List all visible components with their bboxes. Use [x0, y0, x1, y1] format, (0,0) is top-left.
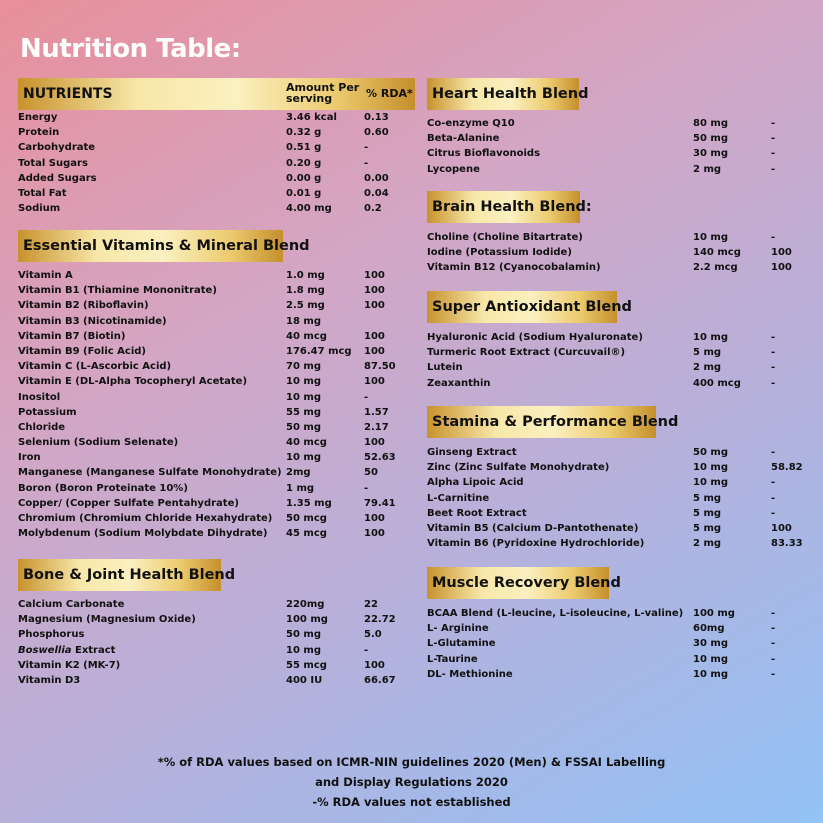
table-row — [427, 116, 817, 131]
amount-value: 10 mg — [286, 452, 321, 464]
amount-value: 18 mg — [286, 315, 321, 327]
amount-value: 400 mcg — [693, 377, 741, 389]
table-row — [427, 536, 817, 551]
table-row — [18, 171, 418, 186]
nutrients-header: NUTRIENTS — [23, 86, 113, 102]
rda-value: - — [771, 492, 776, 504]
table-row — [427, 162, 817, 177]
heart-table — [427, 116, 817, 177]
muscle-heading: Muscle Recovery Blend — [432, 575, 621, 591]
amount-value: 5 mg — [693, 347, 722, 359]
rda-value: - — [771, 653, 776, 665]
table-row — [18, 390, 418, 405]
amount-value: 40 mcg — [286, 330, 327, 342]
table-row — [427, 245, 817, 260]
nutrient-name: Vitamin B2 (Riboflavin) — [18, 300, 149, 312]
nutrient-name: Inositol — [18, 391, 61, 403]
heart-heading: Heart Health Blend — [432, 86, 589, 102]
amount-value: 50 mg — [286, 629, 321, 641]
table-row — [18, 298, 418, 313]
table-row — [18, 405, 418, 420]
table-row — [18, 658, 418, 673]
nutrient-name: Vitamin B9 (Folic Acid) — [18, 345, 146, 357]
amount-value: 10 mg — [693, 668, 728, 680]
table-row — [427, 652, 817, 667]
table-row — [427, 345, 817, 360]
amount-value: 10 mg — [286, 376, 321, 388]
nutrient-name: Boron (Boron Proteinate 10%) — [18, 482, 188, 494]
amount-value: 176.47 mcg — [286, 345, 352, 357]
amount-value: 45 mcg — [286, 528, 327, 540]
table-row — [427, 260, 817, 275]
nutrient-name: Carbohydrate — [18, 142, 96, 154]
amount-value: 10 mg — [693, 477, 728, 489]
amount-value: 0.20 g — [286, 157, 322, 169]
table-row — [18, 125, 418, 140]
rda-value: - — [364, 482, 369, 494]
rda-value: - — [771, 507, 776, 519]
nutrient-name: Co-enzyme Q10 — [427, 118, 515, 129]
nutrients-table — [18, 110, 418, 216]
nutrient-name: Choline (Choline Bitartrate) — [427, 232, 583, 243]
nutrient-name: L- Arginine — [427, 623, 489, 635]
amount-value: 2 mg — [693, 538, 722, 550]
amount-value: 1.8 mg — [286, 285, 325, 297]
nutrient-name: Sodium — [18, 203, 61, 215]
table-row — [18, 481, 418, 496]
nutrient-name: Lycopene — [427, 163, 480, 175]
table-row — [18, 612, 418, 627]
bone-table — [18, 597, 418, 688]
rda-value: 0.13 — [364, 112, 389, 123]
table-row — [427, 636, 817, 651]
rda-value: 0.2 — [364, 203, 382, 215]
table-row — [427, 445, 817, 460]
rda-value: - — [771, 477, 776, 489]
nutrient-name: Energy — [18, 112, 58, 123]
amount-value: 2 mg — [693, 362, 722, 374]
nutrient-name: Vitamin E (DL-Alpha Tocopheryl Acetate) — [18, 376, 248, 388]
nutrient-name: Vitamin B12 (Cyanocobalamin) — [427, 262, 601, 274]
rda-value: 100 — [364, 528, 385, 540]
rda-value: 100 — [364, 285, 385, 297]
brain-heading-banner — [427, 191, 592, 223]
amount-value: 10 mg — [693, 332, 728, 343]
amount-value: 50 mcg — [286, 513, 327, 524]
bone-heading-banner — [18, 559, 236, 591]
table-row — [427, 360, 817, 375]
antioxidant-table — [427, 330, 817, 391]
amount-value: 0.32 g — [286, 127, 322, 139]
antioxidant-heading-banner — [427, 291, 632, 323]
rda-value: 5.0 — [364, 629, 382, 641]
rda-value: 100 — [364, 659, 385, 671]
rda-value: - — [771, 623, 776, 635]
table-row — [18, 450, 418, 465]
amount-value: 0.51 g — [286, 142, 322, 154]
footnote-line-1: *% of RDA values based on ICMR-NIN guidelines 2020 (Men) & FSSAI Labelling — [157, 755, 666, 769]
nutrient-name: Iron — [18, 452, 41, 464]
amount-value: 55 mg — [286, 406, 321, 418]
rda-value: 0.04 — [364, 187, 389, 199]
nutrient-name: Hyaluronic Acid (Sodium Hyaluronate) — [427, 332, 643, 343]
vitamins-table — [18, 268, 418, 541]
table-row — [18, 283, 418, 298]
table-row — [18, 496, 418, 511]
amount-value: 5 mg — [693, 522, 722, 534]
amount-value: 10 mg — [286, 644, 321, 656]
rda-value: 100 — [364, 270, 385, 281]
amount-value: 50 mg — [286, 421, 321, 433]
nutrient-name: Copper/ (Copper Sulfate Pentahydrate) — [18, 497, 239, 509]
nutrients-header-banner — [18, 78, 415, 110]
table-row — [427, 521, 817, 536]
table-row — [427, 506, 817, 521]
rda-value: 100 — [364, 513, 385, 524]
nutrient-name: Potassium — [18, 406, 77, 418]
table-row — [18, 597, 418, 612]
nutrient-name: Iodine (Potassium Iodide) — [427, 247, 572, 259]
brain-heading: Brain Health Blend: — [432, 199, 592, 215]
rda-value: 100 — [771, 247, 792, 259]
nutrient-name: Zeaxanthin — [427, 377, 491, 389]
table-row — [427, 376, 817, 391]
amount-value: 10 mg — [693, 232, 728, 243]
nutrient-name: Magnesium (Magnesium Oxide) — [18, 614, 196, 626]
amount-value: 40 mcg — [286, 437, 327, 449]
nutrient-name: Chromium (Chromium Chloride Hexahydrate) — [18, 513, 273, 524]
rda-value: 50 — [364, 467, 378, 479]
amount-value: 0.00 g — [286, 172, 322, 184]
vitamins-heading-banner — [18, 230, 310, 262]
rda-value: 100 — [364, 330, 385, 342]
table-row — [427, 621, 817, 636]
heart-heading-banner — [427, 78, 589, 110]
amount-value: 5 mg — [693, 507, 722, 519]
amount-value: 220mg — [286, 599, 325, 610]
nutrient-name: Citrus Bioflavonoids — [427, 148, 541, 160]
table-row — [18, 643, 418, 658]
nutrient-name: Vitamin B5 (Calcium D-Pantothenate) — [427, 522, 639, 534]
table-row — [18, 110, 418, 125]
nutrient-name — [18, 643, 115, 658]
vitamins-heading: Essential Vitamins & Mineral Blend — [23, 238, 310, 254]
amount-value: 1 mg — [286, 482, 315, 494]
footnotes — [0, 752, 823, 812]
amount-value: 80 mg — [693, 118, 728, 129]
rda-value: 100 — [364, 376, 385, 388]
rda-header: % RDA* — [366, 87, 413, 100]
table-row — [18, 420, 418, 435]
nutrient-name: Lutein — [427, 362, 463, 374]
page-title: Nutrition Table: — [20, 34, 241, 64]
amount-value: 10 mg — [693, 462, 728, 474]
rda-value: - — [771, 362, 776, 374]
rda-value: 100 — [364, 437, 385, 449]
nutrient-name: Beet Root Extract — [427, 507, 527, 519]
bone-heading: Bone & Joint Health Blend — [23, 567, 236, 583]
amount-value: 55 mcg — [286, 659, 327, 671]
table-row — [427, 146, 817, 161]
table-row — [18, 359, 418, 374]
table-row — [18, 435, 418, 450]
amount-value: 100 mg — [693, 608, 735, 619]
table-row — [18, 465, 418, 480]
rda-value: - — [364, 644, 369, 656]
table-row — [18, 186, 418, 201]
table-row — [427, 667, 817, 682]
table-row — [427, 460, 817, 475]
rda-value: - — [771, 232, 776, 243]
rda-value: 22.72 — [364, 614, 396, 626]
amount-value: 30 mg — [693, 638, 728, 650]
nutrient-name: Turmeric Root Extract (Curcuvail®) — [427, 347, 626, 359]
footnote-line-3: -% RDA values not established — [312, 795, 511, 809]
table-row — [18, 511, 418, 526]
amount-value: 10 mg — [286, 391, 321, 403]
nutrient-name: L-Carnitine — [427, 492, 490, 504]
rda-value: - — [771, 638, 776, 650]
nutrient-name: Protein — [18, 127, 60, 139]
rda-value: 1.57 — [364, 406, 389, 418]
rda-value: 2.17 — [364, 421, 389, 433]
rda-value: - — [771, 377, 776, 389]
amount-value: 5 mg — [693, 492, 722, 504]
muscle-table — [427, 606, 817, 682]
nutrient-name: Zinc (Zinc Sulfate Monohydrate) — [427, 462, 610, 474]
nutrient-name: Vitamin B6 (Pyridoxine Hydrochloride) — [427, 538, 645, 550]
table-row — [18, 374, 418, 389]
rda-value: - — [771, 118, 776, 129]
nutrient-name: Chloride — [18, 421, 66, 433]
boswellia-suffix: Extract — [71, 644, 116, 656]
rda-value: 100 — [364, 300, 385, 312]
boswellia-italic: Boswellia — [18, 644, 72, 656]
nutrient-name: Beta-Alanine — [427, 133, 500, 145]
amount-value: 60mg — [693, 623, 725, 635]
rda-value: 52.63 — [364, 452, 396, 464]
nutrient-name: Vitamin B1 (Thiamine Mononitrate) — [18, 285, 217, 297]
rda-value: 79.41 — [364, 497, 396, 509]
nutrient-name: Vitamin K2 (MK-7) — [18, 659, 121, 671]
brain-table — [427, 230, 817, 276]
nutrient-name: Selenium (Sodium Selenate) — [18, 437, 179, 449]
stamina-heading-banner — [427, 406, 679, 438]
nutrient-name: L-Taurine — [427, 653, 478, 665]
nutrient-name: Calcium Carbonate — [18, 599, 125, 610]
rda-value: - — [771, 133, 776, 145]
table-row — [18, 268, 418, 283]
amount-value: 1.35 mg — [286, 497, 332, 509]
rda-value: - — [364, 142, 369, 154]
table-row — [18, 329, 418, 344]
nutrient-name: Manganese (Manganese Sulfate Monohydrate) — [18, 467, 282, 479]
nutrient-name: Vitamin C (L-Ascorbic Acid) — [18, 361, 172, 373]
nutrient-name: Phosphorus — [18, 629, 85, 641]
antioxidant-heading: Super Antioxidant Blend — [432, 299, 632, 315]
footnote-line-2: and Display Regulations 2020 — [315, 775, 508, 789]
amount-value: 50 mg — [693, 447, 728, 458]
rda-value: - — [771, 163, 776, 175]
nutrient-name: Total Sugars — [18, 157, 88, 169]
nutrient-name: Molybdenum (Sodium Molybdate Dihydrate) — [18, 528, 268, 540]
table-row — [18, 627, 418, 642]
rda-value: - — [771, 668, 776, 680]
amount-value: 3.46 kcal — [286, 112, 337, 123]
rda-value: 22 — [364, 599, 378, 610]
table-row — [18, 344, 418, 359]
rda-value: - — [771, 447, 776, 458]
amount-value: 2.5 mg — [286, 300, 325, 312]
nutrient-name: L-Glutamine — [427, 638, 496, 650]
table-row — [427, 475, 817, 490]
table-row — [18, 201, 418, 216]
amount-value: 2mg — [286, 467, 311, 479]
amount-value: 140 mcg — [693, 247, 741, 259]
table-row — [18, 156, 418, 171]
amount-value: 10 mg — [693, 653, 728, 665]
table-row — [18, 673, 418, 688]
amount-value: 70 mg — [286, 361, 321, 373]
amount-value: 2.2 mcg — [693, 262, 738, 274]
rda-value: - — [364, 391, 369, 403]
nutrient-name: Vitamin B3 (Nicotinamide) — [18, 315, 167, 327]
nutrient-name: BCAA Blend (L-leucine, L-isoleucine, L-valine) — [427, 608, 684, 619]
stamina-heading: Stamina & Performance Blend — [432, 414, 679, 430]
table-row — [427, 606, 817, 621]
nutrient-name: Vitamin D3 — [18, 674, 81, 686]
table-row — [18, 526, 418, 541]
rda-value: 100 — [771, 522, 792, 534]
rda-value: - — [771, 148, 776, 160]
amount-header: Amount Per serving — [286, 81, 360, 105]
amount-value: 2 mg — [693, 163, 722, 175]
rda-value: - — [771, 332, 776, 343]
table-row — [427, 131, 817, 146]
amount-value: 4.00 mg — [286, 203, 332, 215]
rda-value: 58.82 — [771, 462, 803, 474]
rda-value: 100 — [771, 262, 792, 274]
rda-value: - — [771, 347, 776, 359]
rda-value: 87.50 — [364, 361, 396, 373]
rda-value: 0.00 — [364, 172, 389, 184]
nutrient-name: Total Fat — [18, 187, 67, 199]
rda-value: 100 — [364, 345, 385, 357]
stamina-table — [427, 445, 817, 551]
nutrient-name: Ginseng Extract — [427, 447, 517, 458]
amount-value: 100 mg — [286, 614, 328, 626]
table-row — [427, 491, 817, 506]
amount-value: 30 mg — [693, 148, 728, 160]
nutrient-name: Added Sugars — [18, 172, 97, 184]
table-row — [427, 330, 817, 345]
rda-value: - — [364, 157, 369, 169]
rda-value: 83.33 — [771, 538, 803, 550]
amount-value: 50 mg — [693, 133, 728, 145]
muscle-heading-banner — [427, 567, 621, 599]
table-row — [18, 140, 418, 155]
nutrient-name: Vitamin A — [18, 270, 73, 281]
rda-value: - — [771, 608, 776, 619]
amount-value: 1.0 mg — [286, 270, 325, 281]
rda-value: 66.67 — [364, 674, 396, 686]
rda-value: 0.60 — [364, 127, 389, 139]
table-row — [18, 314, 418, 329]
table-row — [427, 230, 817, 245]
amount-value: 400 IU — [286, 674, 323, 686]
nutrient-name: DL- Methionine — [427, 668, 513, 680]
amount-value: 0.01 g — [286, 187, 322, 199]
nutrient-name: Alpha Lipoic Acid — [427, 477, 524, 489]
nutrient-name: Vitamin B7 (Biotin) — [18, 330, 126, 342]
